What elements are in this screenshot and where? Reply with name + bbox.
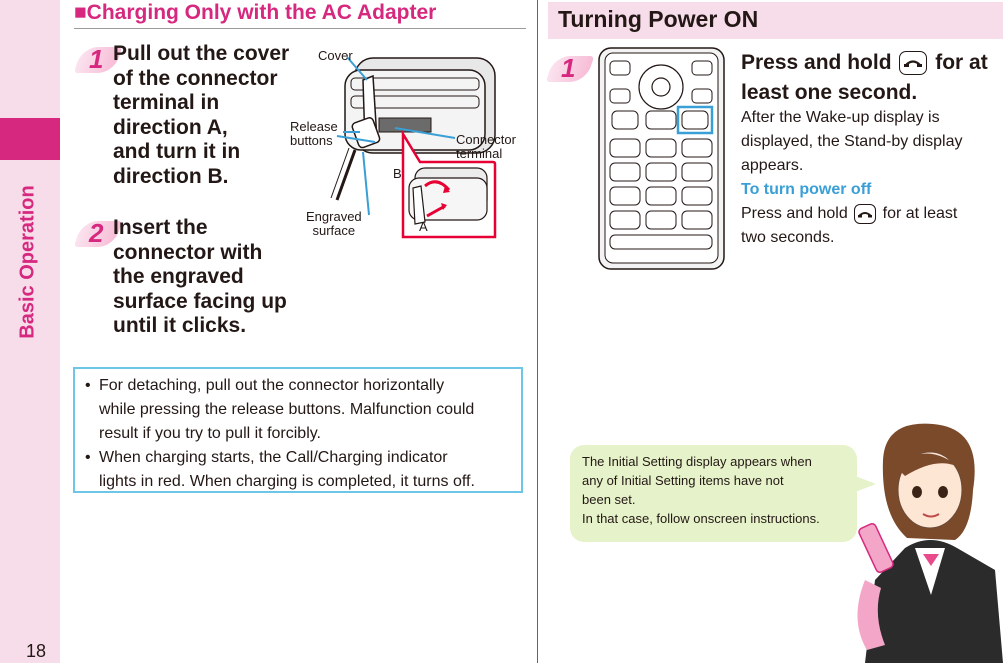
section-heading-power-on: [548, 2, 1003, 39]
power-key-icon: [854, 204, 876, 224]
step-number-2: 2: [78, 217, 118, 251]
note-item: • When charging starts, the Call/Charging indicator lights in red. When charging is completed, it turns off.: [85, 449, 475, 490]
column-divider: [537, 0, 538, 663]
phone-keypad-illustration: [598, 47, 726, 271]
label-connector-terminal: Connector terminal: [456, 132, 516, 161]
page-number: 18: [26, 641, 47, 661]
detail-phone-illustration: [409, 168, 487, 224]
note-item: • For detaching, pull out the connector horizontally while pressing the release buttons. Malfunction could result if you try to pull it forcibly.: [85, 377, 475, 442]
step-number-power-1: 1: [550, 52, 590, 86]
label-cover: Cover: [318, 48, 353, 63]
sidebar-tab-marker: [0, 118, 60, 160]
power-key-icon: [899, 51, 927, 75]
label-direction-b: B: [393, 166, 402, 181]
power-off-subheading: To turn power off: [741, 181, 872, 198]
guide-character-illustration: [845, 420, 1003, 663]
step-1-text: Pull out the cover of the connector terminal in direction A, and turn it in direction B.: [113, 42, 290, 188]
step-number-1: 1: [78, 43, 118, 77]
connector-plug: [331, 117, 381, 200]
section-heading-charging: [74, 0, 526, 29]
power-on-step-title: Press and hold for at least one second.: [741, 51, 988, 104]
label-engraved-surface: Engraved surface: [306, 209, 362, 238]
section-heading-text: ■Charging Only with the AC Adapter: [74, 1, 437, 24]
tip-text: The Initial Setting display appears when any of Initial Setting items have not been set. In that case, follow onscreen instructions.: [582, 454, 820, 526]
section-heading-text: Turning Power ON: [558, 6, 759, 32]
power-on-step-body: After the Wake-up display is displayed, the Stand-by display appears. To turn power off Press and hold for at least two seconds.: [741, 106, 996, 250]
note-box: [73, 367, 523, 493]
sidebar-section-label: Basic Operation: [16, 185, 39, 339]
label-release-buttons: Release buttons: [290, 119, 338, 148]
label-direction-a: A: [419, 219, 428, 234]
step-2-text: Insert the connector with the engraved surface facing up until it clicks.: [113, 216, 287, 337]
